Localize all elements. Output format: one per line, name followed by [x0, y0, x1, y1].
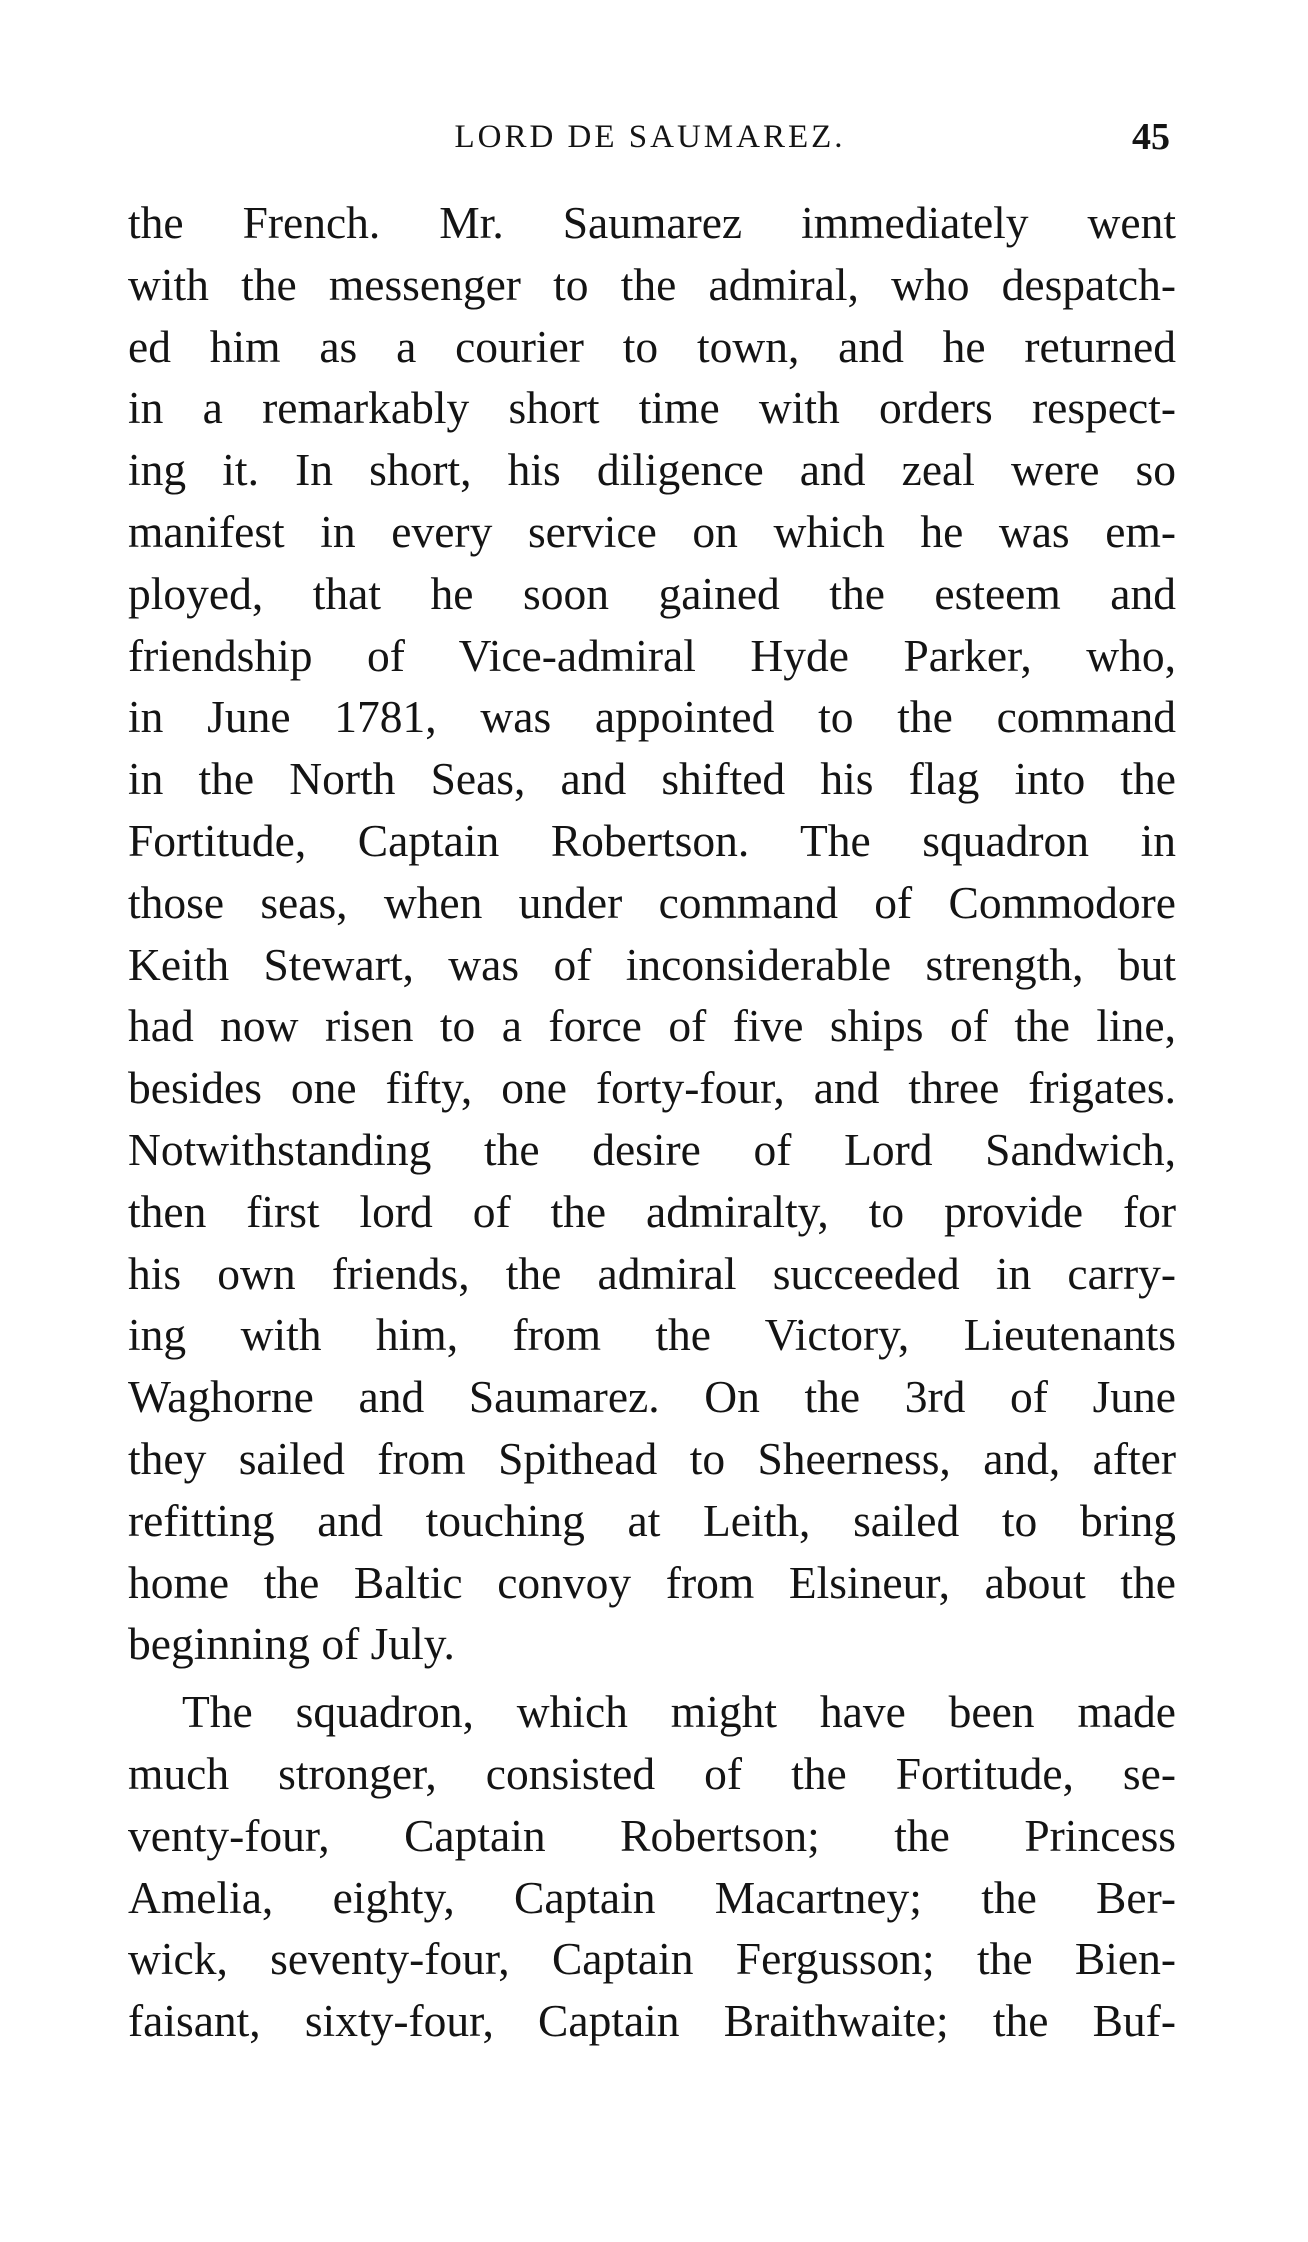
- page-header: [130, 112, 1170, 162]
- text-line: venty-four, Captain Robertson; the Princess: [128, 1809, 1176, 1861]
- text-line: ing with him, from the Victory, Lieutenants: [128, 1309, 1176, 1361]
- text-line: in June 1781, was appointed to the command: [128, 691, 1176, 743]
- text-line: with the messenger to the admiral, who despatch-: [128, 258, 1176, 310]
- text-line: wick, seventy-four, Captain Fergusson; the Bien-: [128, 1933, 1176, 1985]
- text-line: manifest in every service on which he was em-: [128, 505, 1176, 557]
- text-line: they sailed from Spithead to Sheerness, and, after: [128, 1432, 1176, 1484]
- text-line: Keith Stewart, was of inconsiderable strength, but: [128, 938, 1176, 990]
- text-line: refitting and touching at Leith, sailed to bring: [128, 1494, 1176, 1546]
- text-line: Notwithstanding the desire of Lord Sandwich,: [128, 1123, 1176, 1175]
- text-line: ployed, that he soon gained the esteem and: [128, 567, 1176, 619]
- text-line: home the Baltic convoy from Elsineur, about the: [128, 1556, 1176, 1608]
- text-line: Waghorne and Saumarez. On the 3rd of June: [128, 1371, 1176, 1423]
- text-line: those seas, when under command of Commodore: [128, 876, 1176, 928]
- text-line: Fortitude, Captain Robertson. The squadron in: [128, 814, 1176, 866]
- text-line: beginning of July.: [128, 1618, 455, 1670]
- paragraph: [128, 192, 1176, 1675]
- text-line: the French. Mr. Saumarez immediately went: [128, 197, 1176, 248]
- text-line: then first lord of the admiralty, to provide for: [128, 1185, 1176, 1237]
- text-line: in a remarkably short time with orders respect-: [128, 382, 1176, 434]
- text-line: his own friends, the admiral succeeded in carry-: [128, 1247, 1176, 1299]
- text-line: ing it. In short, his diligence and zeal were so: [128, 444, 1176, 496]
- running-head: LORD DE SAUMAREZ.: [454, 119, 846, 155]
- text-line: much stronger, consisted of the Fortitude, se-: [128, 1747, 1176, 1799]
- paragraph: [128, 1681, 1176, 2052]
- text-line: The squadron, which might have been made: [182, 1686, 1176, 1738]
- text-line: friendship of Vice-admiral Hyde Parker, who,: [128, 629, 1176, 681]
- text-line: ed him as a courier to town, and he returned: [128, 320, 1176, 372]
- text-line: Amelia, eighty, Captain Macartney; the Ber-: [128, 1871, 1176, 1923]
- text-line: faisant, sixty-four, Captain Braithwaite; the Buf-: [128, 1995, 1176, 2047]
- text-line: besides one fifty, one forty-four, and three frigates.: [128, 1062, 1176, 1114]
- body-text: [128, 192, 1176, 2052]
- text-line: in the North Seas, and shifted his flag into the: [128, 753, 1176, 805]
- text-line: had now risen to a force of five ships of the line,: [128, 1000, 1176, 1052]
- page-number: 45: [1132, 116, 1170, 158]
